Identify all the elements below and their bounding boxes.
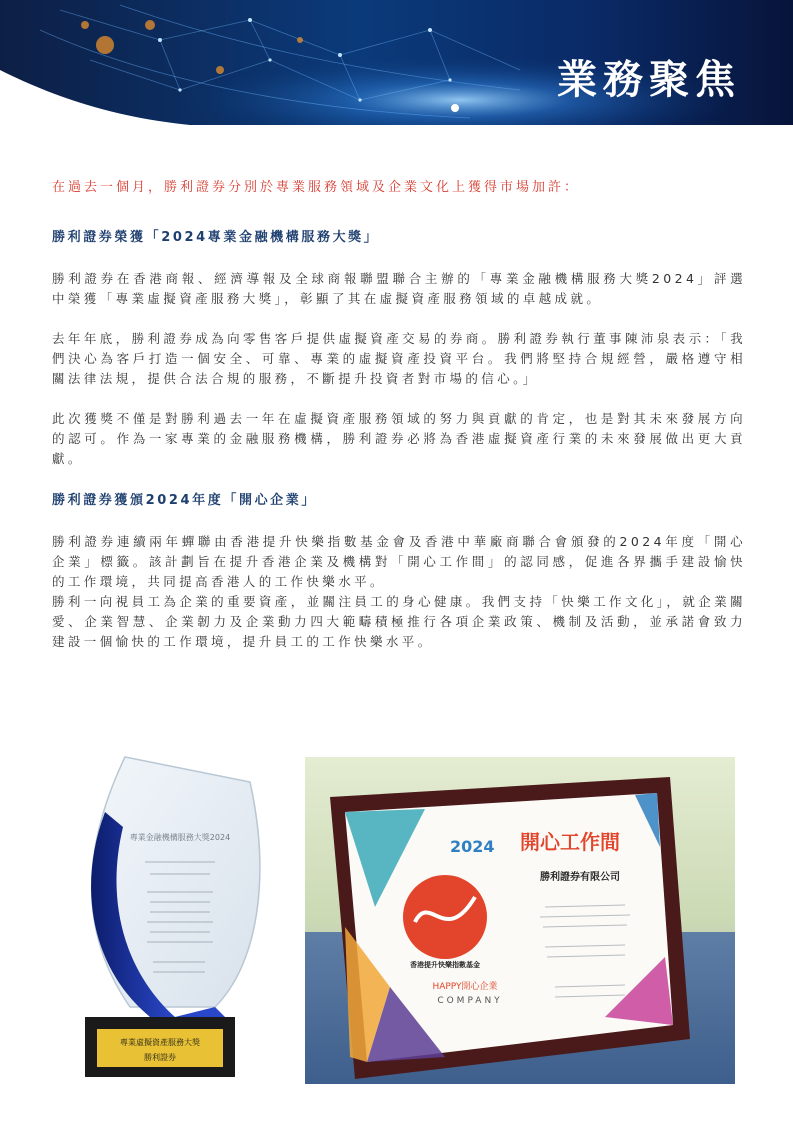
section-heading-award: 勝利證券榮獲「2024專業金融機構服務大獎」 (52, 230, 380, 245)
trophy-base-line2: 勝利證券 (144, 1053, 176, 1062)
section-heading-happy-company: 勝利證券獲頒2024年度「開心企業」 (52, 493, 317, 508)
certificate-awardee: 勝利證券有限公司 (540, 872, 620, 883)
intro-text: 在過去一個月，勝利證券分別於專業服務領域及企業文化上獲得市場加許： (52, 180, 581, 195)
paragraph: 勝利證券連續兩年蟬聯由香港提升快樂指數基金會及香港中華廠商聯合會頒發的2024年度「開心企業」標籤。該計劃旨在提升香港企業及機構對「開心工作間」的認同感，促進各界攜手建設愉快的工作環境，共同提高香港人的工作快樂水平。 (52, 534, 746, 589)
certificate-image (305, 757, 735, 1084)
trophy-base-line1: 專業虛擬資產服務大獎 (120, 1038, 200, 1047)
header-banner (0, 0, 793, 125)
article-body (52, 176, 746, 672)
certificate-year: 2024 (450, 837, 495, 856)
certificate-logo-line2: HAPPY開心企業 (432, 982, 498, 992)
paragraph: 去年年底，勝利證券成為向零售客戶提供虛擬資產交易的券商。勝利證券執行董事陳沛泉表示：「我們決心為客戶打造一個安全、可靠、專業的虛擬資產投資平台。我們將堅持合規經營，嚴格遵守相關法律法規，提供合法合規的服務，不斷提升投資者對市場的信心。」 (52, 331, 746, 386)
trophy-glass-title: 專業金融機構服務大獎2024 (129, 833, 231, 842)
paragraph: 勝利證券在香港商報、經濟導報及全球商報聯盟聯合主辦的「專業金融機構服務大獎2024」評選中榮獲「專業虛擬資產服務大獎」，彰顯了其在虛擬資產服務領域的卓越成就。 (52, 271, 746, 306)
certificate-logo-line1: 香港提升快樂指數基金 (410, 961, 480, 969)
trophy-image (55, 752, 280, 1082)
trophy-photo (55, 752, 280, 1082)
banner-title: 業務聚焦 (557, 57, 741, 103)
certificate-title: 開心工作間 (520, 830, 620, 854)
paragraph: 此次獲獎不僅是對勝利過去一年在虛擬資產服務領域的努力與貢獻的肯定，也是對其未來發展方向的認可。作為一家專業的金融服務機構，勝利證券必將為香港虛擬資產行業的未來發展做出更大貢獻。 (52, 411, 746, 466)
certificate-photo (305, 757, 735, 1084)
certificate-logo-line3: COMPANY (437, 996, 503, 1006)
paragraph: 勝利一向視員工為企業的重要資產，並關注員工的身心健康。我們支持「快樂工作文化」，就企業關愛、企業智慧、企業韌力及企業動力四大範疇積極推行各項企業政策、機制及活動，並承諾會致力建設一個愉快的工作環境，提升員工的工作快樂水平。 (52, 594, 746, 649)
